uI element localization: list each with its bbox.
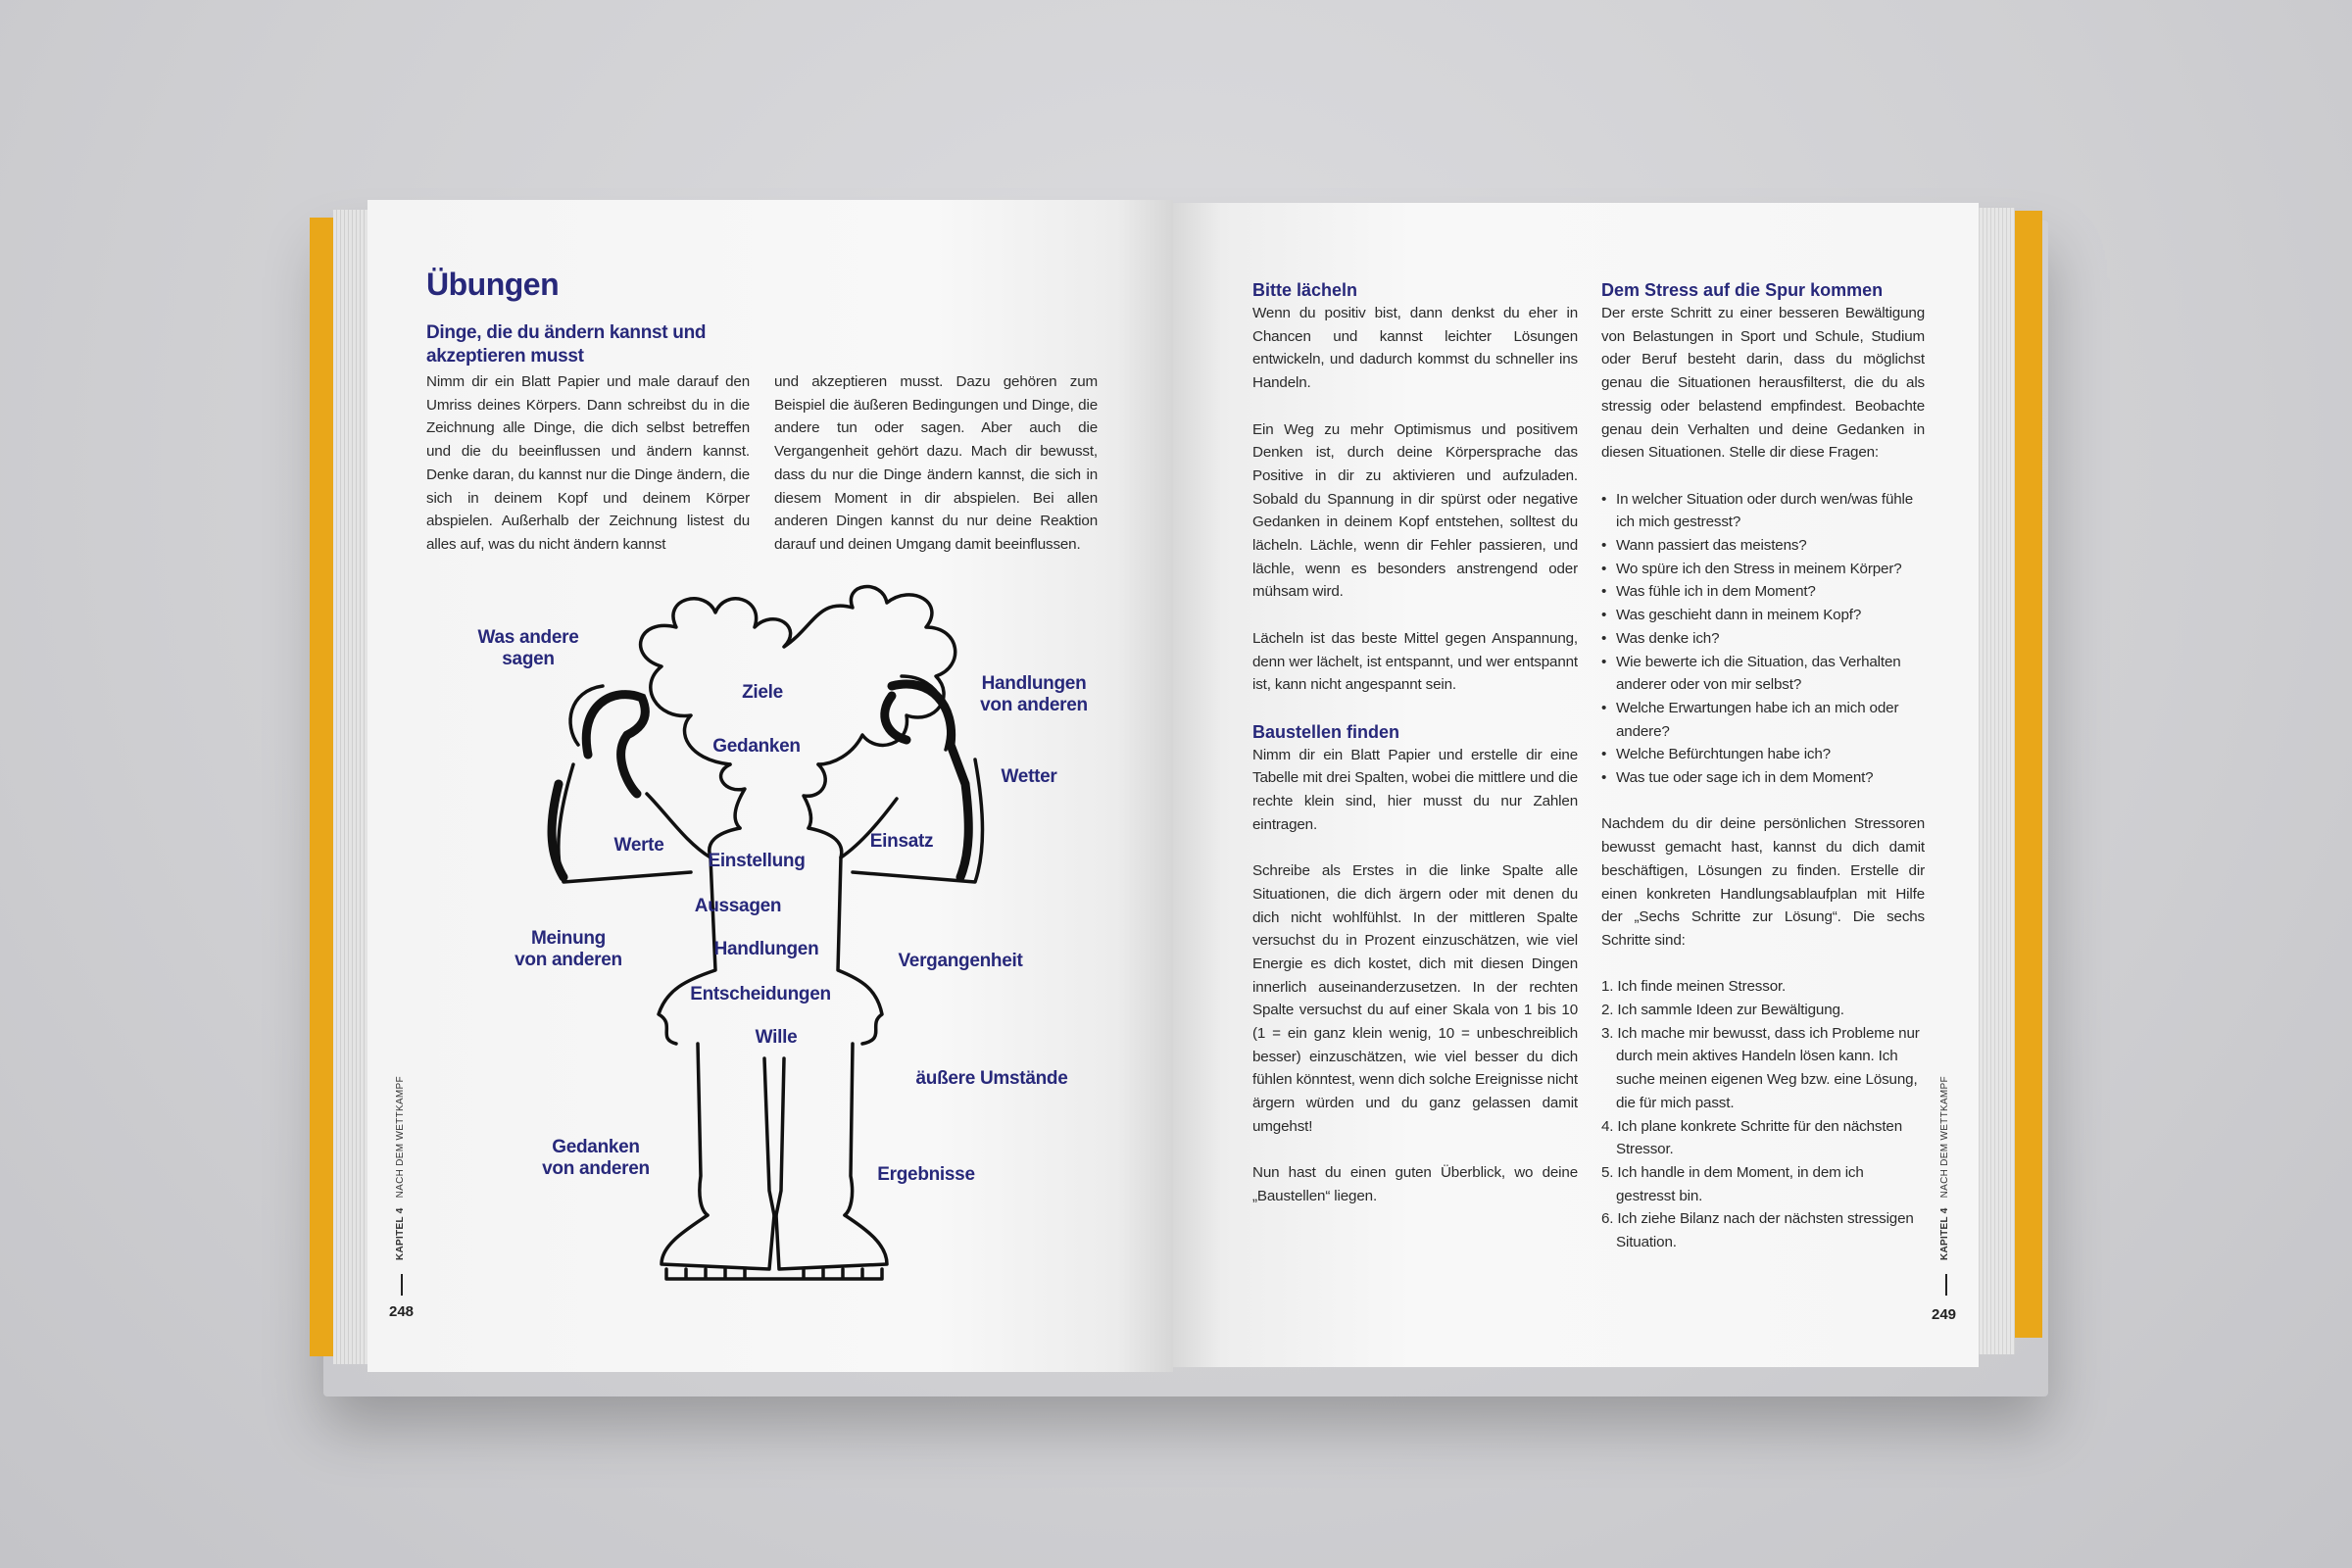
list-item: • Was fühle ich in dem Moment? [1601, 580, 1925, 604]
heading-dem-stress-auf-die-spur: Dem Stress auf die Spur kommen [1601, 280, 1884, 300]
list-item: • Wann passiert das meistens? [1601, 534, 1925, 558]
running-head-left [395, 1076, 406, 1260]
body-column-2: und akzeptieren musst. Dazu gehören zum Beispiel die äußeren Bedingungen und Dinge, die andere tun oder sagen. Aber auch die Vergangenheit gehört dazu. Mach dir bewusst, dass du nur die Dinge ändern kannst, die sich in diesem Moment in dir abspielen. Bei allen anderen Dingen kannst du nur deine Reaktion darauf und deinen Umgang damit beeinflussen. [774, 373, 1098, 553]
label-aussagen: Aussagen [694, 896, 782, 916]
label-gedanken: Gedanken [712, 736, 801, 757]
list-item: 1. Ich finde meinen Stressor. [1601, 978, 1787, 996]
paragraph: Lächeln ist das beste Mittel gegen Anspannung, denn wer lächelt, ist entspannt, und wer entspannt ist, kann nicht angespannt sein. [1252, 629, 1578, 694]
label-entscheidungen: Entscheidungen [690, 984, 831, 1004]
label-gedanken-von-anderen: Gedanken von anderen [542, 1137, 650, 1179]
page-number-left: 248 [389, 1303, 415, 1320]
list-item: • Wie bewerte ich die Situation, das Verhalten anderer oder von mir selbst? [1601, 651, 1925, 697]
body-column-1: Nimm dir ein Blatt Papier und male darauf den Umriss deines Körpers. Dann schreibst du in die Zeichnung alle Dinge, die dich selbst betreffen und die du beeinflussen und ändern kannst. Denke daran, du kannst nur die Dinge ändern, die sich in deinem Kopf und deinem Körper abspielen. Außerhalb der Zeichnung listest du alles auf, was du nicht ändern kannst [426, 373, 750, 553]
running-head-chapter: KAPITEL 4 [395, 1207, 406, 1260]
list-item: 2. Ich sammle Ideen zur Bewältigung. [1601, 1002, 1844, 1019]
paragraph: Nun hast du einen guten Überblick, wo deine „Baustellen“ liegen. [1252, 1164, 1578, 1204]
list-item: • Wo spüre ich den Stress in meinem Körper? [1601, 558, 1925, 581]
label-einsatz: Einsatz [869, 831, 934, 852]
list-item: • In welcher Situation oder durch wen/was fühle ich mich gestresst? [1601, 488, 1925, 534]
label-handlungen: Handlungen [713, 939, 819, 959]
list-item: • Welche Erwartungen habe ich an mich oder andere? [1601, 697, 1925, 743]
steps-list [1601, 975, 1925, 1253]
list-item: • Was geschieht dann in meinem Kopf? [1601, 604, 1925, 627]
list-item: • Welche Befürchtungen habe ich? [1601, 743, 1925, 766]
list-item: • Was denke ich? [1601, 627, 1925, 651]
label-wetter: Wetter [1001, 766, 1057, 787]
column-b [1601, 278, 1925, 1254]
section-subtitle: Dinge, die du ändern kannst und akzeptieren musst [426, 322, 707, 367]
question-list [1601, 488, 1925, 790]
paragraph: Nachdem du dir deine persönlichen Stressoren bewusst gemacht hast, kannst du dich damit beschäftigen, Lösungen zu finden. Erstelle dir einen konkreten Handlungsablaufplan mit Hilfe der „Sechs Schritte zur Lösung“. Die sechs Schritte sind: [1601, 815, 1925, 949]
paragraph: Nimm dir ein Blatt Papier und erstelle dir eine Tabelle mit drei Spalten, wobei die mittlere und die rechte klein sind, hier musst du nur Zahlen eintragen. [1252, 746, 1578, 833]
paragraph: Ein Weg zu mehr Optimismus und positivem Denken ist, durch deine Körpersprache das Positive in dir zu aktivieren und aufzuladen. Sobald du Spannung in dir spürst oder negative Gedanken in deinem Kopf entstehen, solltest du lächeln. Lächle, wenn dir Fehler passieren, und lächle, wenn es besonders anstrengend oder mühsam wird. [1252, 420, 1578, 601]
label-wille: Wille [755, 1027, 798, 1048]
page-title: Übungen [426, 267, 560, 302]
label-ziele: Ziele [742, 682, 783, 703]
list-item: • Was tue oder sage ich in dem Moment? [1601, 766, 1925, 790]
label-was-andere-sagen: Was andere sagen [477, 627, 579, 669]
running-head-title: NACH DEM WETTKAMPF [1939, 1076, 1950, 1199]
label-werte: Werte [613, 835, 664, 856]
label-handlungen-von-anderen: Handlungen von anderen [980, 673, 1088, 715]
list-item: 4. Ich plane konkrete Schritte für den nächsten Stressor. [1601, 1117, 1903, 1158]
label-ergebnisse: Ergebnisse [877, 1164, 975, 1185]
list-item: 6. Ich ziehe Bilanz nach der nächsten stressigen Situation. [1601, 1210, 1914, 1251]
running-head-rule [401, 1274, 403, 1296]
label-meinung-von-anderen: Meinung von anderen [514, 928, 622, 970]
label-einstellung: Einstellung [708, 851, 806, 871]
list-item: 3. Ich mache mir bewusst, dass ich Probleme nur durch mein aktives Handeln lösen kann. Ich suche meinen eigenen Weg bzw. eine Lösung, die für mich passt. [1601, 1024, 1920, 1111]
list-item: 5. Ich handle in dem Moment, in dem ich gestresst bin. [1601, 1163, 1864, 1204]
paragraph: Wenn du positiv bist, dann denkst du eher in Chancen und kannst leichter Lösungen entwickeln, und dadurch kommst du schneller ins Handeln. [1252, 305, 1578, 392]
running-head-title: NACH DEM WETTKAMPF [395, 1076, 406, 1199]
column-a [1252, 278, 1578, 1208]
paragraph: Schreibe als Erstes in die linke Spalte alle Situationen, die dich ärgern oder mit denen du dich nicht wohlfühlst. In der mittleren Spalte versuchst du in Prozent einzuschätzen, wie viel Energie es dich kostet, dich mit diesen Dingen innerlich auseinanderzusetzen. In der rechten Spalte versuchst du auf einer Skala von 1 bis 10 (1 = ein ganz klein wenig, 10 = unbeschreiblich besser) einzuschätzen, wie viel besser du dich fühlen könntest, wenn dich solche Ereignisse nicht ärgern würden und du ganz gelassen damit umgehst! [1252, 862, 1578, 1135]
running-head-chapter: KAPITEL 4 [1939, 1207, 1950, 1260]
label-vergangenheit: Vergangenheit [898, 951, 1023, 971]
heading-bitte-laecheln: Bitte lächeln [1252, 280, 1358, 300]
heading-baustellen-finden: Baustellen finden [1252, 721, 1400, 742]
page-number-right: 249 [1932, 1306, 1957, 1323]
running-head-right [1939, 1076, 1950, 1260]
paragraph: Der erste Schritt zu einer besseren Bewältigung von Belastungen in Sport und Schule, Studium oder Beruf besteht darin, dass du möglichst genau die Situationen herausfilterst, die du als stressig oder belastend empfindest. Beobachte genau dein Verhalten und deine Gedanken in diesen Situationen. Stelle dir diese Fragen: [1601, 305, 1925, 462]
running-head-rule [1945, 1274, 1947, 1296]
label-aeussere-umstaende: äußere Umstände [915, 1068, 1068, 1089]
